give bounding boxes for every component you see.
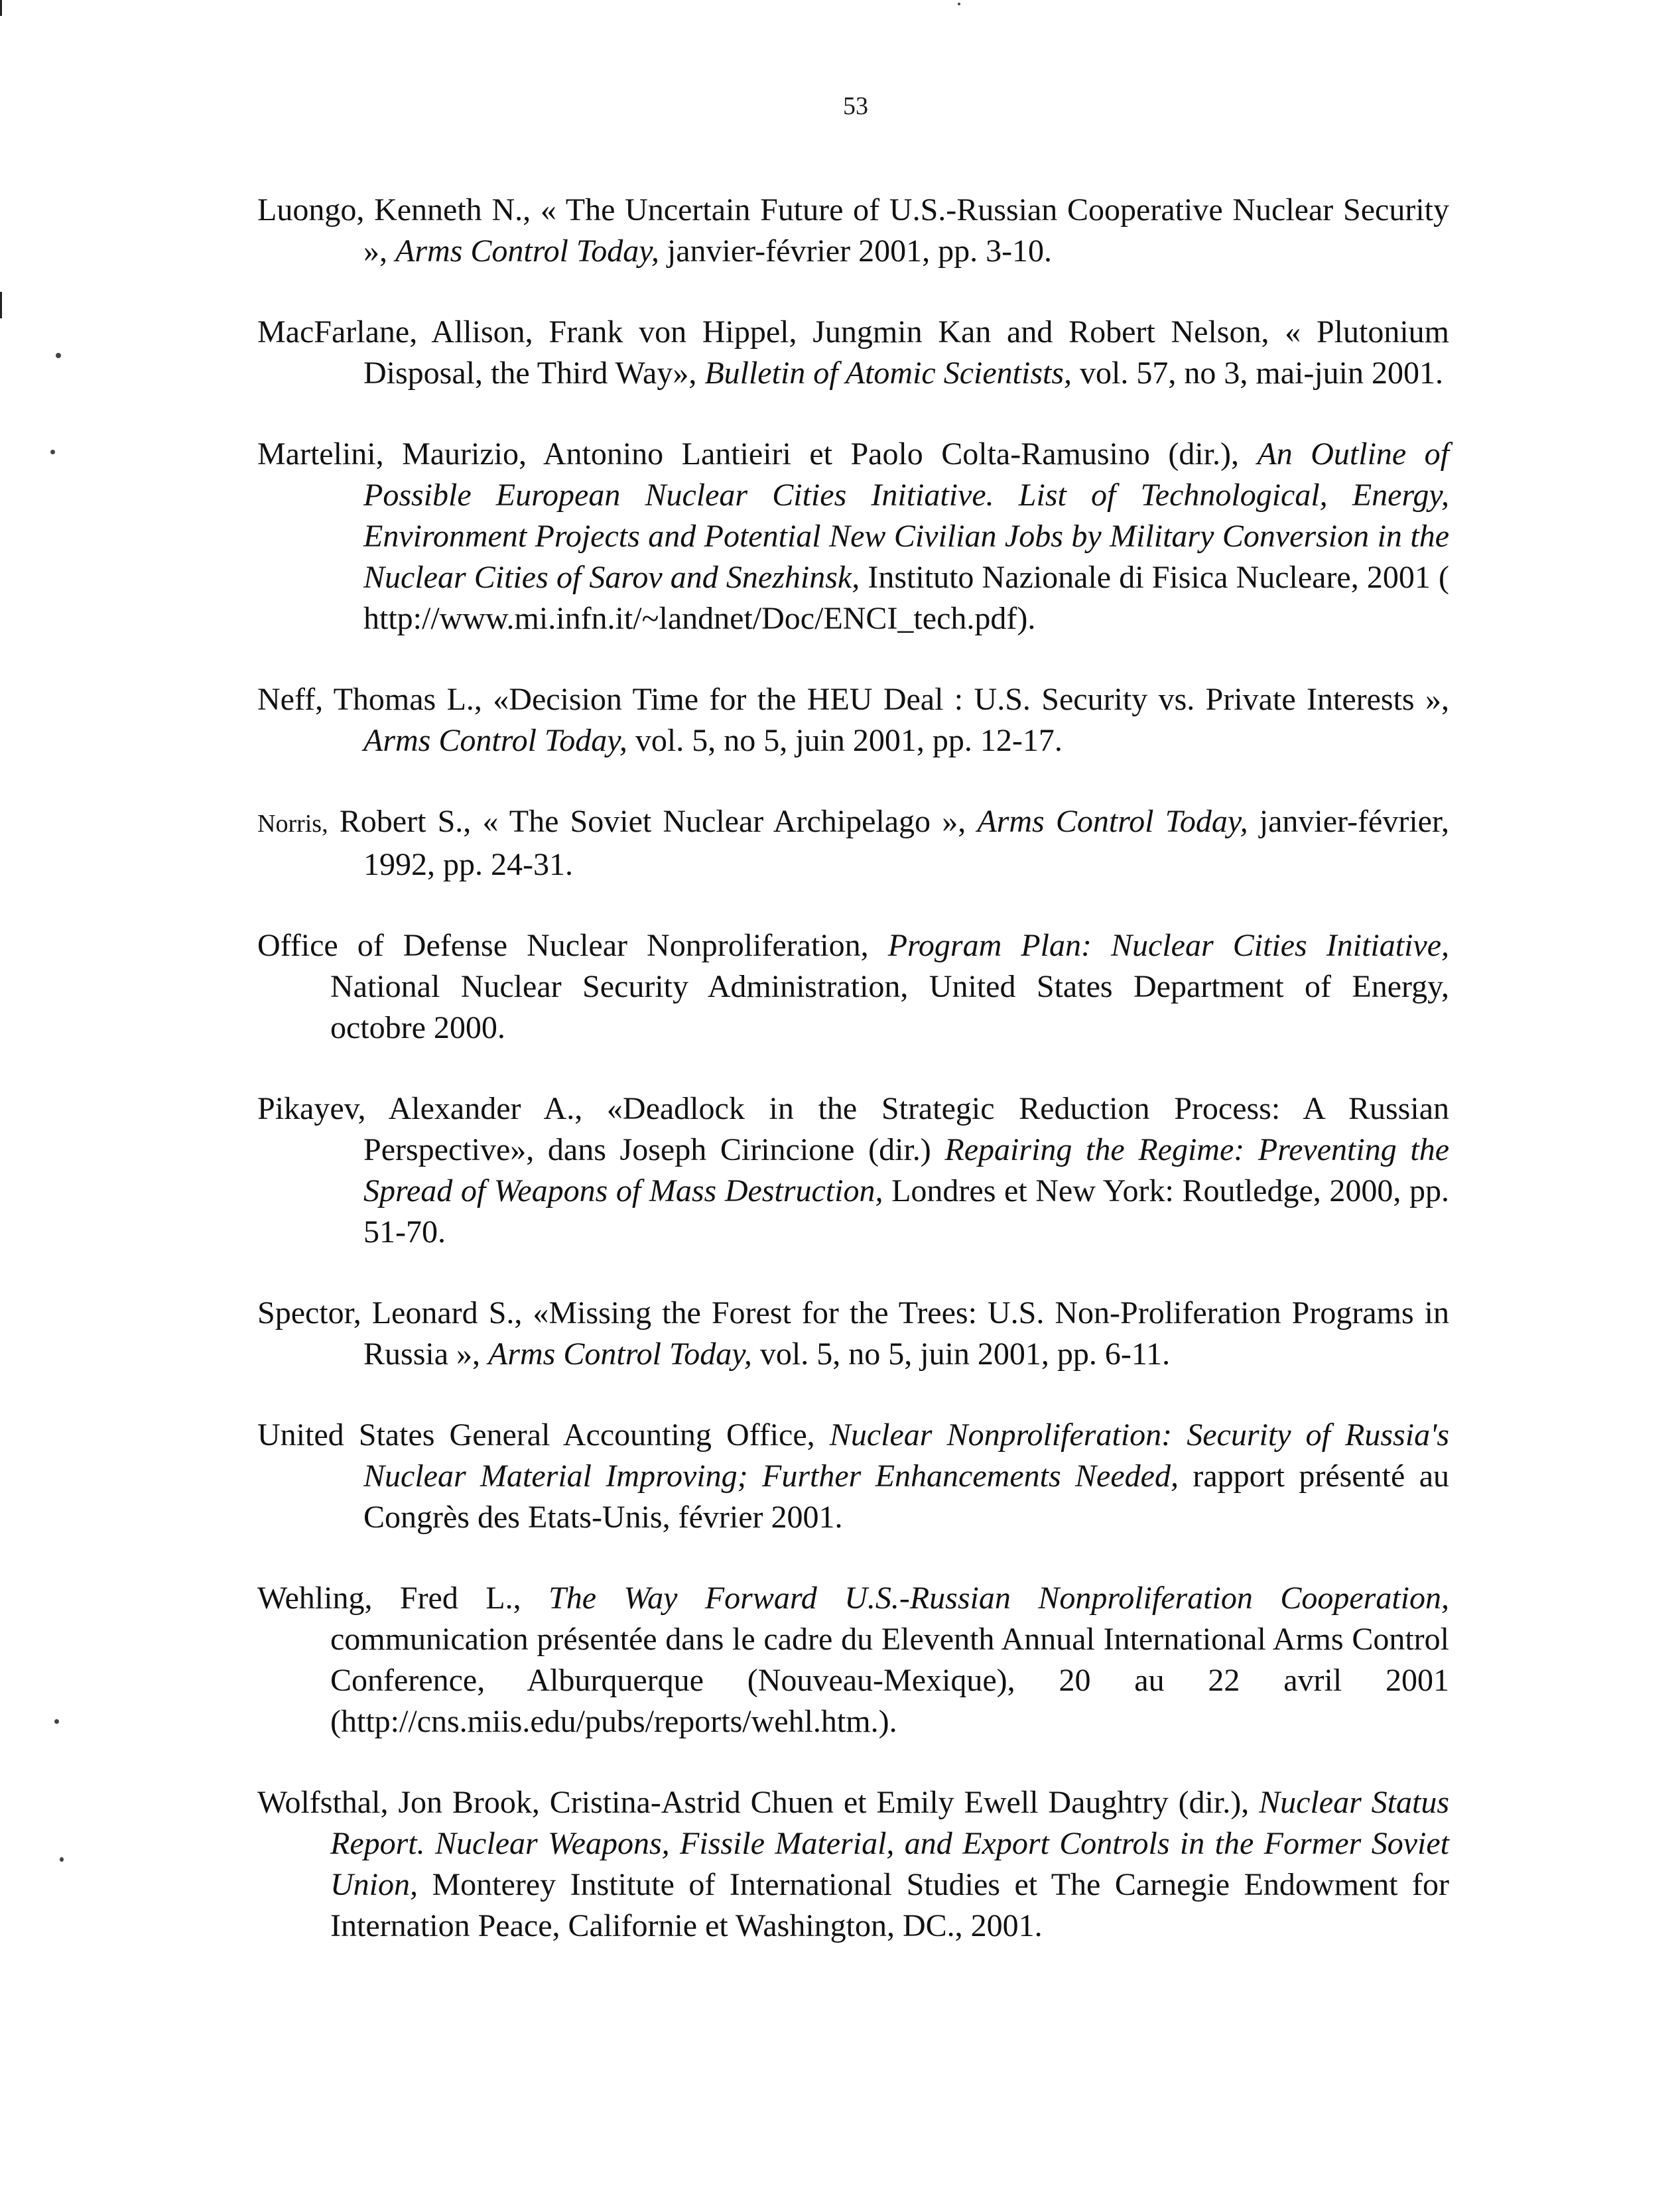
reference-details: janvier-février 2001, pp. 3-10. [667,233,1053,269]
reference-office-defense [257,925,1449,1049]
reference-title: The Way Forward U.S.-Russian Nonproliferation Cooperation, [549,1581,1449,1616]
scan-speck [54,1719,59,1724]
reference-spector [257,1293,1449,1375]
reference-details: communication présentée dans le cadre du Eleventh Annual International Arms Control Conference, Alburquerque (Nouveau-Mexique), 20 au 22 avril 2001 (http://cns.miis.edu/pubs/reports/wehl.htm.). [330,1622,1449,1739]
reference-author: Pikayev, Alexander A., «Deadlock in the Strategic Reduction Process: A Russian Perspective», dans Joseph Cirincione (dir.) [257,1091,1449,1167]
page-number: 53 [843,92,868,120]
reference-author: United States General Accounting Office, [257,1417,815,1453]
scan-speck [60,1857,64,1862]
reference-wolfsthal [257,1782,1449,1947]
reference-title: Arms Control Today, [395,233,659,269]
reference-title: Nuclear Nonproliferation: Security of Russia's Nuclear Material Improving; Further Enhancements Needed, [363,1417,1450,1494]
reference-title: An Outline of Possible European Nuclear Cities Initiative. List of Technological, Energy, Environment Projects and Potential New Civilian Jobs by Military Conversion in the Nuclear Cities of Sarov and Snezhinsk, [363,436,1450,595]
reference-author: Luongo, Kenneth N., « The Uncertain Future of U.S.-Russian Cooperative Nuclear Security », [257,192,1449,269]
reference-title: Arms Control Today, [977,804,1248,839]
reference-luongo [257,190,1449,272]
reference-author: MacFarlane, Allison, Frank von Hippel, Jungmin Kan and Robert Nelson, « Plutonium Disposal, the Third Way», [257,314,1449,391]
scan-edge-mark [0,0,2,16]
reference-author-prefix: Norris, [257,810,328,838]
scan-edge-mark [0,292,2,318]
scan-speck [958,3,960,5]
reference-author: Robert S., « The Soviet Nuclear Archipelago », [339,804,966,839]
reference-author: Martelini, Maurizio, Antonino Lantieiri et Paolo Colta-Ramusino (dir.), [257,436,1239,472]
scan-speck [50,450,55,454]
reference-pikayev [257,1088,1449,1253]
reference-title: Program Plan: Nuclear Cities Initiative, [887,928,1450,963]
reference-details: Monterey Institute of International Studies et The Carnegie Endowment for Internation Peace, Californie et Washington, DC., 2001. [330,1867,1450,1943]
reference-details: janvier-février, 1992, pp. 24-31. [363,804,1450,882]
reference-title: Arms Control Today, [363,723,627,758]
reference-author: Wolfsthal, Jon Brook, Cristina-Astrid Chuen et Emily Ewell Daughtry (dir.), [257,1785,1250,1820]
reference-macfarlane [257,312,1449,394]
reference-neff [257,679,1449,761]
reference-martelini [257,434,1449,639]
reference-author: Wehling, Fred L., [257,1581,521,1616]
reference-author: Neff, Thomas L., «Decision Time for the HEU Deal : U.S. Security vs. Private Interests », [257,682,1449,717]
reference-details: vol. 5, no 5, juin 2001, pp. 12-17. [635,723,1063,758]
reference-norris [257,801,1449,885]
reference-title: Repairing the Regime: Preventing the Spread of Weapons of Mass Destruction, [363,1132,1450,1208]
reference-author: Office of Defense Nuclear Nonproliferation, [257,928,869,963]
reference-details: Londres et New York: Routledge, 2000, pp. 51-70. [363,1173,1449,1250]
scan-speck [56,353,61,358]
reference-details: National Nuclear Security Administration, United States Department of Energy, octobre 2000. [330,969,1449,1045]
reference-details: rapport présenté au Congrès des Etats-Unis, février 2001. [363,1459,1450,1535]
reference-details: vol. 5, no 5, juin 2001, pp. 6-11. [759,1336,1171,1372]
reference-author: Spector, Leonard S., «Missing the Forest for the Trees: U.S. Non-Proliferation Programs in Russia », [257,1295,1449,1372]
reference-wehling [257,1578,1449,1742]
bibliography-list [257,190,1449,1986]
reference-gao [257,1415,1449,1538]
reference-title: Arms Control Today, [488,1336,752,1372]
reference-details: Instituto Nazionale di Fisica Nucleare, 2001 ( http://www.mi.infn.it/~landnet/Doc/ENCI_tech.pdf). [363,560,1450,636]
reference-title: Nuclear Status Report. Nuclear Weapons, Fissile Material, and Export Controls in the Former Soviet Union, [330,1785,1450,1902]
reference-details: vol. 57, no 3, mai-juin 2001. [1080,356,1443,391]
reference-title: Bulletin of Atomic Scientists, [704,356,1072,391]
